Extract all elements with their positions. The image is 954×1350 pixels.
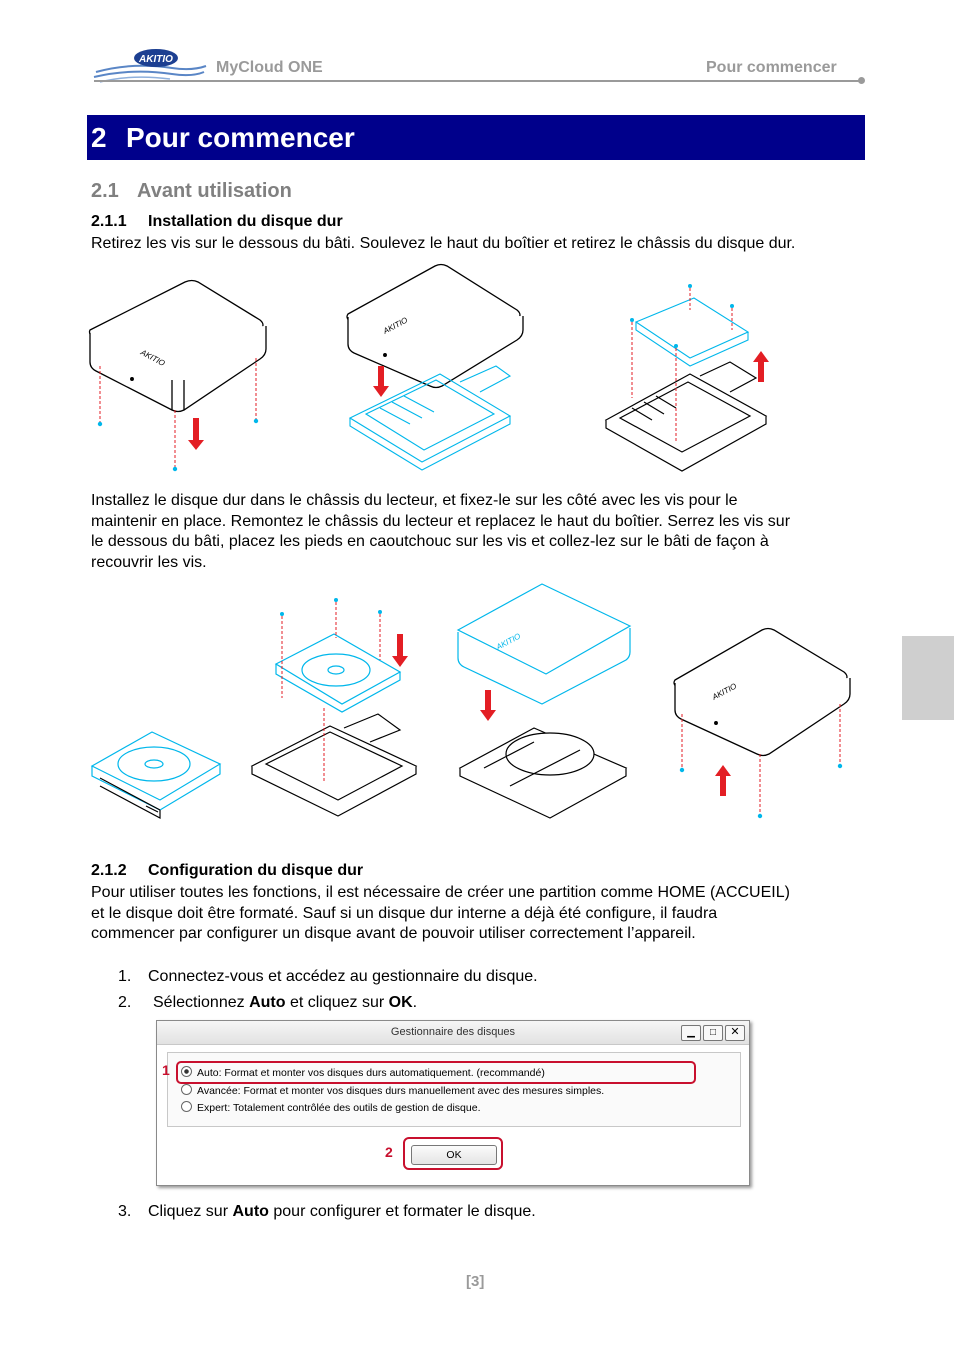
arrow-down-2	[373, 366, 389, 397]
chassis-outline-b2	[252, 714, 416, 816]
chapter-side-tab	[902, 636, 954, 720]
arrow-down-1	[188, 418, 204, 450]
step-2	[118, 994, 418, 1012]
header-rule-dot	[858, 77, 865, 84]
page-number: [3]	[466, 1273, 485, 1290]
ok-label: OK	[446, 1149, 462, 1161]
option-advanced[interactable]	[181, 1084, 604, 1097]
dialog-titlebar	[157, 1021, 749, 1045]
section-number: 2.1	[91, 180, 119, 202]
ok-highlight-frame	[403, 1137, 503, 1170]
option-label: Expert: Totalement contrôlée des outils de gestion de disque.	[197, 1102, 481, 1114]
step-text: Cliquez sur	[148, 1203, 233, 1220]
drive-in-tray-illustration	[276, 634, 400, 712]
chassis-outline-b3	[460, 728, 626, 818]
svg-text:AKITIO: AKITIO	[710, 681, 739, 702]
arrow-down-b3	[480, 690, 496, 721]
step-text: Connectez-vous et accédez au gestionnaire du disque.	[148, 968, 538, 985]
header-section: Pour commencer	[706, 59, 837, 76]
enclosure-cyan-illustration	[458, 584, 630, 704]
enclosure-lifted-illustration	[347, 265, 523, 388]
step-number: 1.	[118, 968, 132, 985]
para-2-line: le dessous du bâti, placez les pieds en caoutchouc sur les vis et collez-lez sur le bâti de façon à	[91, 533, 769, 550]
option-label: Auto: Format et monter vos disques durs automatiquement. (recommandé)	[197, 1067, 545, 1079]
subsection-1-title: Installation du disque dur	[148, 213, 343, 230]
radio-icon[interactable]	[181, 1084, 192, 1095]
callout-1: 1	[162, 1062, 170, 1078]
svg-text:AKITIO: AKITIO	[381, 315, 410, 336]
para-line: Pour utiliser toutes les fonctions, il est nécessaire de créer une partition comme HOME (ACCUEIL)	[91, 884, 790, 901]
subsection-2-para	[91, 883, 790, 945]
para-line: et le disque doit être formaté. Sauf si un disque dur interne a déjà été configure, il faudra	[91, 904, 718, 922]
step-number: 3.	[118, 1203, 132, 1220]
para-line: commencer par configurer un disque avant de pouvoir utiliser correctement l’appareil.	[91, 925, 696, 942]
step-text: .	[412, 994, 418, 1011]
arrow-down-b2	[392, 634, 408, 667]
step-bold: OK	[388, 994, 413, 1011]
close-button[interactable]: ✕	[725, 1025, 745, 1041]
subsection-2-number: 2.1.2	[91, 862, 127, 879]
enclosure-final-illustration	[674, 629, 850, 756]
enclosure-closed-illustration	[90, 281, 267, 412]
callout-2: 2	[385, 1144, 393, 1160]
chapter-number: 2	[91, 122, 107, 153]
header	[0, 0, 954, 100]
step-bold: Auto	[232, 1203, 269, 1220]
svg-text:AKITIO: AKITIO	[139, 347, 167, 369]
step-text: pour configurer et formater le disque.	[268, 1203, 536, 1220]
disassembly-figure	[80, 258, 780, 478]
auto-highlight-frame	[176, 1061, 696, 1084]
step-1	[118, 968, 538, 986]
subsection-1-number: 2.1.1	[91, 213, 127, 230]
subsection-1-para-2	[91, 491, 790, 573]
maximize-button[interactable]: □	[703, 1025, 723, 1041]
step-3	[118, 1203, 536, 1221]
para-2-line: maintenir en place. Remontez le châssis du lecteur et replacez le haut du boîtier. Serrez les vis sur	[91, 512, 791, 530]
minimize-button[interactable]: ▁	[681, 1025, 701, 1041]
svg-text:AKITIO: AKITIO	[494, 631, 523, 652]
step-bold: Auto	[249, 994, 286, 1011]
chassis-outline-3	[606, 362, 766, 471]
subsection-2-title: Configuration du disque dur	[148, 862, 364, 879]
header-product: MyCloud ONE	[216, 59, 323, 76]
step-text: et cliquez sur	[285, 994, 389, 1011]
section-heading	[91, 180, 292, 203]
subsection-1-para-1: Retirez les vis sur le dessous du bâti. Soulevez le haut du boîtier et retirez le châssis du disque dur.	[91, 235, 796, 252]
section-title: Avant utilisation	[137, 180, 292, 202]
para-2-line: recouvrir les vis.	[91, 553, 207, 571]
chapter-heading	[87, 115, 865, 160]
chapter-title: Pour commencer	[126, 122, 355, 153]
drive-tray-illustration	[636, 298, 748, 366]
header-rule	[94, 80, 862, 82]
svg-text:AKITIO: AKITIO	[139, 54, 173, 65]
para-2-line: Installez le disque dur dans le châssis du lecteur, et fixez-le sur les côté avec les vis pour le	[91, 492, 738, 509]
radio-icon[interactable]	[181, 1101, 192, 1112]
disk-manager-dialog	[156, 1020, 750, 1186]
subsection-1-heading	[91, 213, 343, 231]
subsection-2-heading	[91, 862, 364, 880]
assembly-figure	[80, 578, 860, 823]
step-text: Sélectionnez	[153, 994, 250, 1011]
dialog-title: Gestionnaire des disques	[390, 1026, 516, 1038]
option-expert[interactable]	[181, 1101, 481, 1114]
step-number: 2.	[118, 994, 132, 1011]
option-label: Avancée: Format et monter vos disques durs manuellement avec des mesures simples.	[197, 1085, 605, 1097]
arrow-up-b4	[715, 765, 731, 796]
hard-drive-illustration	[92, 732, 220, 818]
